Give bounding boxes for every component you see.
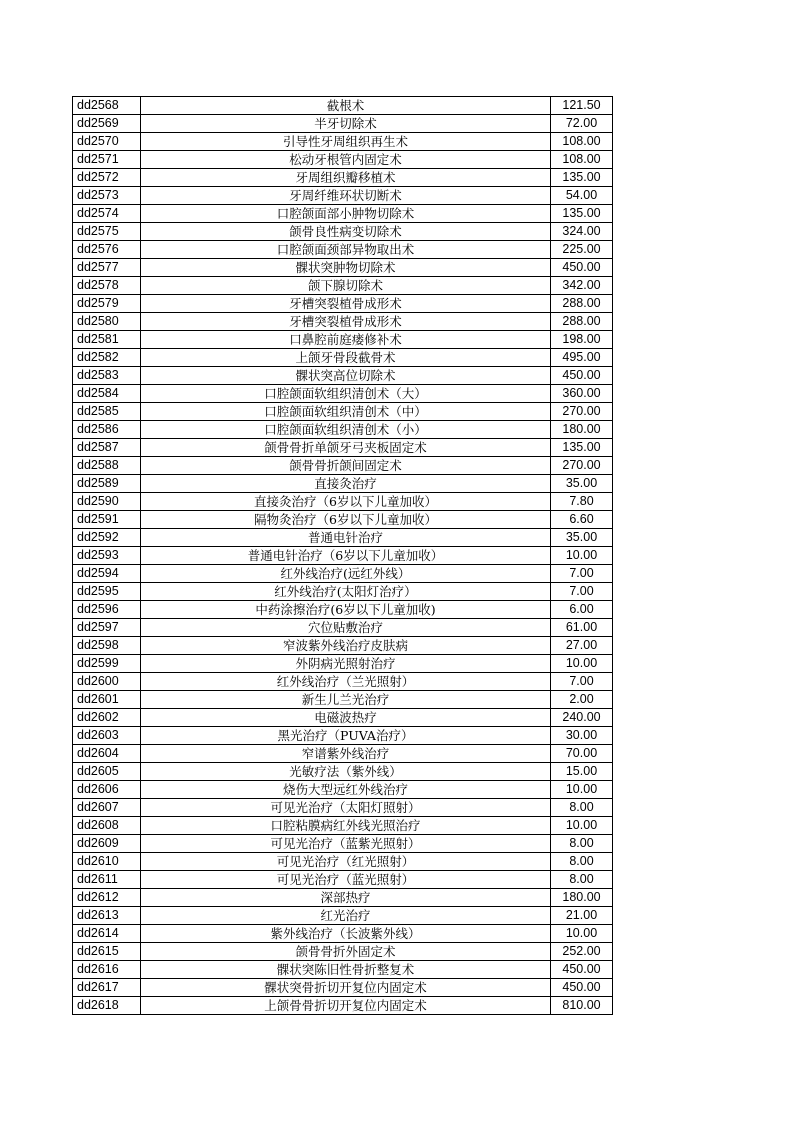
- table-row: [73, 979, 613, 997]
- item-name-cell: 口腔颌面颈部异物取出术: [141, 241, 551, 259]
- item-price-cell: 8.00: [551, 871, 613, 889]
- item-name-cell: 可见光治疗（红光照射）: [141, 853, 551, 871]
- item-price-cell: 135.00: [551, 205, 613, 223]
- item-price-cell: 180.00: [551, 889, 613, 907]
- item-price-cell: 10.00: [551, 925, 613, 943]
- item-name-cell: 牙槽突裂植骨成形术: [141, 313, 551, 331]
- item-code-cell: dd2595: [73, 583, 141, 601]
- table-row: [73, 691, 613, 709]
- item-name-cell: 牙周纤维环状切断术: [141, 187, 551, 205]
- table-row: [73, 799, 613, 817]
- table-row: [73, 205, 613, 223]
- table-row: [73, 151, 613, 169]
- item-price-cell: 450.00: [551, 961, 613, 979]
- item-name-cell: 红外线治疗(远红外线）: [141, 565, 551, 583]
- item-code-cell: dd2578: [73, 277, 141, 295]
- table-row: [73, 925, 613, 943]
- item-name-cell: 新生儿兰光治疗: [141, 691, 551, 709]
- table-row: [73, 565, 613, 583]
- item-price-cell: 121.50: [551, 97, 613, 115]
- item-price-cell: 288.00: [551, 313, 613, 331]
- item-name-cell: 上颌牙骨段截骨术: [141, 349, 551, 367]
- item-name-cell: 窄波紫外线治疗皮肤病: [141, 637, 551, 655]
- item-price-cell: 2.00: [551, 691, 613, 709]
- table-row: [73, 709, 613, 727]
- item-name-cell: 黑光治疗（PUVA治疗）: [141, 727, 551, 745]
- item-code-cell: dd2588: [73, 457, 141, 475]
- table-row: [73, 385, 613, 403]
- item-code-cell: dd2602: [73, 709, 141, 727]
- item-name-cell: 髁状突骨折切开复位内固定术: [141, 979, 551, 997]
- table-row: [73, 511, 613, 529]
- table-row: [73, 781, 613, 799]
- item-code-cell: dd2597: [73, 619, 141, 637]
- table-row: [73, 997, 613, 1015]
- item-code-cell: dd2580: [73, 313, 141, 331]
- item-price-cell: 108.00: [551, 133, 613, 151]
- table-row: [73, 835, 613, 853]
- table-row: [73, 619, 613, 637]
- item-price-cell: 450.00: [551, 367, 613, 385]
- item-code-cell: dd2589: [73, 475, 141, 493]
- item-code-cell: dd2585: [73, 403, 141, 421]
- item-name-cell: 可见光治疗（太阳灯照射）: [141, 799, 551, 817]
- item-price-cell: 180.00: [551, 421, 613, 439]
- table-row: [73, 133, 613, 151]
- item-code-cell: dd2608: [73, 817, 141, 835]
- item-price-cell: 450.00: [551, 979, 613, 997]
- table-row: [73, 745, 613, 763]
- item-code-cell: dd2575: [73, 223, 141, 241]
- item-code-cell: dd2615: [73, 943, 141, 961]
- item-price-cell: 6.60: [551, 511, 613, 529]
- item-price-cell: 252.00: [551, 943, 613, 961]
- table-row: [73, 295, 613, 313]
- table-row: [73, 349, 613, 367]
- table-row: [73, 673, 613, 691]
- fee-table: [72, 96, 613, 1015]
- item-name-cell: 普通电针治疗（6岁以下儿童加收）: [141, 547, 551, 565]
- item-price-cell: 54.00: [551, 187, 613, 205]
- item-price-cell: 7.00: [551, 673, 613, 691]
- item-code-cell: dd2617: [73, 979, 141, 997]
- table-row: [73, 817, 613, 835]
- item-price-cell: 360.00: [551, 385, 613, 403]
- table-row: [73, 727, 613, 745]
- item-code-cell: dd2614: [73, 925, 141, 943]
- item-code-cell: dd2568: [73, 97, 141, 115]
- item-price-cell: 450.00: [551, 259, 613, 277]
- item-price-cell: 270.00: [551, 457, 613, 475]
- fee-table-body: [73, 97, 613, 1015]
- table-row: [73, 547, 613, 565]
- item-name-cell: 颌骨骨折外固定术: [141, 943, 551, 961]
- item-code-cell: dd2571: [73, 151, 141, 169]
- item-price-cell: 30.00: [551, 727, 613, 745]
- table-row: [73, 763, 613, 781]
- item-price-cell: 10.00: [551, 655, 613, 673]
- item-code-cell: dd2590: [73, 493, 141, 511]
- item-name-cell: 半牙切除术: [141, 115, 551, 133]
- item-price-cell: 70.00: [551, 745, 613, 763]
- table-row: [73, 169, 613, 187]
- item-price-cell: 6.00: [551, 601, 613, 619]
- item-name-cell: 烧伤大型远红外线治疗: [141, 781, 551, 799]
- item-name-cell: 窄谱紫外线治疗: [141, 745, 551, 763]
- item-code-cell: dd2592: [73, 529, 141, 547]
- item-code-cell: dd2609: [73, 835, 141, 853]
- item-price-cell: 810.00: [551, 997, 613, 1015]
- item-name-cell: 髁状突肿物切除术: [141, 259, 551, 277]
- item-price-cell: 72.00: [551, 115, 613, 133]
- item-code-cell: dd2569: [73, 115, 141, 133]
- table-row: [73, 943, 613, 961]
- item-name-cell: 直接灸治疗: [141, 475, 551, 493]
- item-code-cell: dd2603: [73, 727, 141, 745]
- item-price-cell: 198.00: [551, 331, 613, 349]
- table-row: [73, 961, 613, 979]
- item-name-cell: 松动牙根管内固定术: [141, 151, 551, 169]
- item-name-cell: 口腔颌面软组织清创术（大）: [141, 385, 551, 403]
- item-name-cell: 髁状突高位切除术: [141, 367, 551, 385]
- item-price-cell: 8.00: [551, 799, 613, 817]
- item-price-cell: 135.00: [551, 439, 613, 457]
- table-row: [73, 241, 613, 259]
- table-row: [73, 115, 613, 133]
- item-price-cell: 21.00: [551, 907, 613, 925]
- item-name-cell: 牙槽突裂植骨成形术: [141, 295, 551, 313]
- item-price-cell: 270.00: [551, 403, 613, 421]
- item-code-cell: dd2599: [73, 655, 141, 673]
- table-row: [73, 439, 613, 457]
- table-row: [73, 421, 613, 439]
- item-price-cell: 7.00: [551, 565, 613, 583]
- table-row: [73, 889, 613, 907]
- item-name-cell: 牙周组织瓣移植术: [141, 169, 551, 187]
- item-name-cell: 红外线治疗(太阳灯治疗）: [141, 583, 551, 601]
- table-row: [73, 493, 613, 511]
- item-price-cell: 225.00: [551, 241, 613, 259]
- item-name-cell: 穴位贴敷治疗: [141, 619, 551, 637]
- item-price-cell: 8.00: [551, 853, 613, 871]
- item-name-cell: 隔物灸治疗（6岁以下儿童加收）: [141, 511, 551, 529]
- item-name-cell: 深部热疗: [141, 889, 551, 907]
- item-name-cell: 普通电针治疗: [141, 529, 551, 547]
- table-row: [73, 97, 613, 115]
- item-price-cell: 27.00: [551, 637, 613, 655]
- item-price-cell: 288.00: [551, 295, 613, 313]
- item-code-cell: dd2573: [73, 187, 141, 205]
- table-row: [73, 277, 613, 295]
- item-price-cell: 10.00: [551, 547, 613, 565]
- item-code-cell: dd2600: [73, 673, 141, 691]
- item-name-cell: 中药涂擦治疗(6岁以下儿童加收): [141, 601, 551, 619]
- item-price-cell: 15.00: [551, 763, 613, 781]
- item-name-cell: 口腔颌面软组织清创术（小）: [141, 421, 551, 439]
- item-price-cell: 324.00: [551, 223, 613, 241]
- item-name-cell: 颌骨良性病变切除术: [141, 223, 551, 241]
- item-code-cell: dd2582: [73, 349, 141, 367]
- item-code-cell: dd2572: [73, 169, 141, 187]
- item-price-cell: 495.00: [551, 349, 613, 367]
- table-row: [73, 871, 613, 889]
- item-code-cell: dd2612: [73, 889, 141, 907]
- table-row: [73, 367, 613, 385]
- item-code-cell: dd2583: [73, 367, 141, 385]
- table-row: [73, 223, 613, 241]
- item-price-cell: 10.00: [551, 817, 613, 835]
- table-row: [73, 853, 613, 871]
- item-code-cell: dd2598: [73, 637, 141, 655]
- item-name-cell: 上颌骨骨折切开复位内固定术: [141, 997, 551, 1015]
- item-code-cell: dd2610: [73, 853, 141, 871]
- item-name-cell: 紫外线治疗（长波紫外线）: [141, 925, 551, 943]
- item-code-cell: dd2596: [73, 601, 141, 619]
- item-price-cell: 61.00: [551, 619, 613, 637]
- item-code-cell: dd2579: [73, 295, 141, 313]
- item-code-cell: dd2591: [73, 511, 141, 529]
- item-name-cell: 颌下腺切除术: [141, 277, 551, 295]
- table-row: [73, 583, 613, 601]
- item-price-cell: 35.00: [551, 475, 613, 493]
- item-name-cell: 外阴病光照射治疗: [141, 655, 551, 673]
- table-row: [73, 637, 613, 655]
- table-row: [73, 601, 613, 619]
- item-code-cell: dd2618: [73, 997, 141, 1015]
- item-price-cell: 7.80: [551, 493, 613, 511]
- item-price-cell: 135.00: [551, 169, 613, 187]
- item-code-cell: dd2593: [73, 547, 141, 565]
- item-code-cell: dd2587: [73, 439, 141, 457]
- table-row: [73, 313, 613, 331]
- table-row: [73, 187, 613, 205]
- table-row: [73, 655, 613, 673]
- item-code-cell: dd2604: [73, 745, 141, 763]
- table-row: [73, 259, 613, 277]
- item-name-cell: 光敏疗法（紫外线）: [141, 763, 551, 781]
- item-name-cell: 直接灸治疗（6岁以下儿童加收）: [141, 493, 551, 511]
- item-name-cell: 可见光治疗（蓝光照射）: [141, 871, 551, 889]
- item-code-cell: dd2581: [73, 331, 141, 349]
- item-name-cell: 截根术: [141, 97, 551, 115]
- item-name-cell: 电磁波热疗: [141, 709, 551, 727]
- item-name-cell: 口腔粘膜病红外线光照治疗: [141, 817, 551, 835]
- item-code-cell: dd2576: [73, 241, 141, 259]
- item-code-cell: dd2601: [73, 691, 141, 709]
- item-price-cell: 108.00: [551, 151, 613, 169]
- item-name-cell: 颌骨骨折单颌牙弓夹板固定术: [141, 439, 551, 457]
- item-price-cell: 35.00: [551, 529, 613, 547]
- table-row: [73, 457, 613, 475]
- item-price-cell: 342.00: [551, 277, 613, 295]
- item-price-cell: 8.00: [551, 835, 613, 853]
- table-row: [73, 331, 613, 349]
- item-name-cell: 口腔颌面软组织清创术（中）: [141, 403, 551, 421]
- item-code-cell: dd2577: [73, 259, 141, 277]
- item-code-cell: dd2611: [73, 871, 141, 889]
- item-code-cell: dd2594: [73, 565, 141, 583]
- item-name-cell: 红外线治疗（兰光照射）: [141, 673, 551, 691]
- item-name-cell: 口鼻腔前庭瘘修补术: [141, 331, 551, 349]
- item-price-cell: 10.00: [551, 781, 613, 799]
- item-name-cell: 引导性牙周组织再生术: [141, 133, 551, 151]
- item-code-cell: dd2570: [73, 133, 141, 151]
- item-code-cell: dd2584: [73, 385, 141, 403]
- table-row: [73, 529, 613, 547]
- table-row: [73, 475, 613, 493]
- item-name-cell: 髁状突陈旧性骨折整复术: [141, 961, 551, 979]
- item-code-cell: dd2605: [73, 763, 141, 781]
- item-name-cell: 红光治疗: [141, 907, 551, 925]
- item-code-cell: dd2607: [73, 799, 141, 817]
- item-code-cell: dd2613: [73, 907, 141, 925]
- item-price-cell: 240.00: [551, 709, 613, 727]
- item-name-cell: 口腔颌面部小肿物切除术: [141, 205, 551, 223]
- table-row: [73, 907, 613, 925]
- item-price-cell: 7.00: [551, 583, 613, 601]
- item-code-cell: dd2574: [73, 205, 141, 223]
- table-row: [73, 403, 613, 421]
- item-code-cell: dd2586: [73, 421, 141, 439]
- item-name-cell: 可见光治疗（蓝紫光照射）: [141, 835, 551, 853]
- item-code-cell: dd2606: [73, 781, 141, 799]
- item-code-cell: dd2616: [73, 961, 141, 979]
- item-name-cell: 颌骨骨折颌间固定术: [141, 457, 551, 475]
